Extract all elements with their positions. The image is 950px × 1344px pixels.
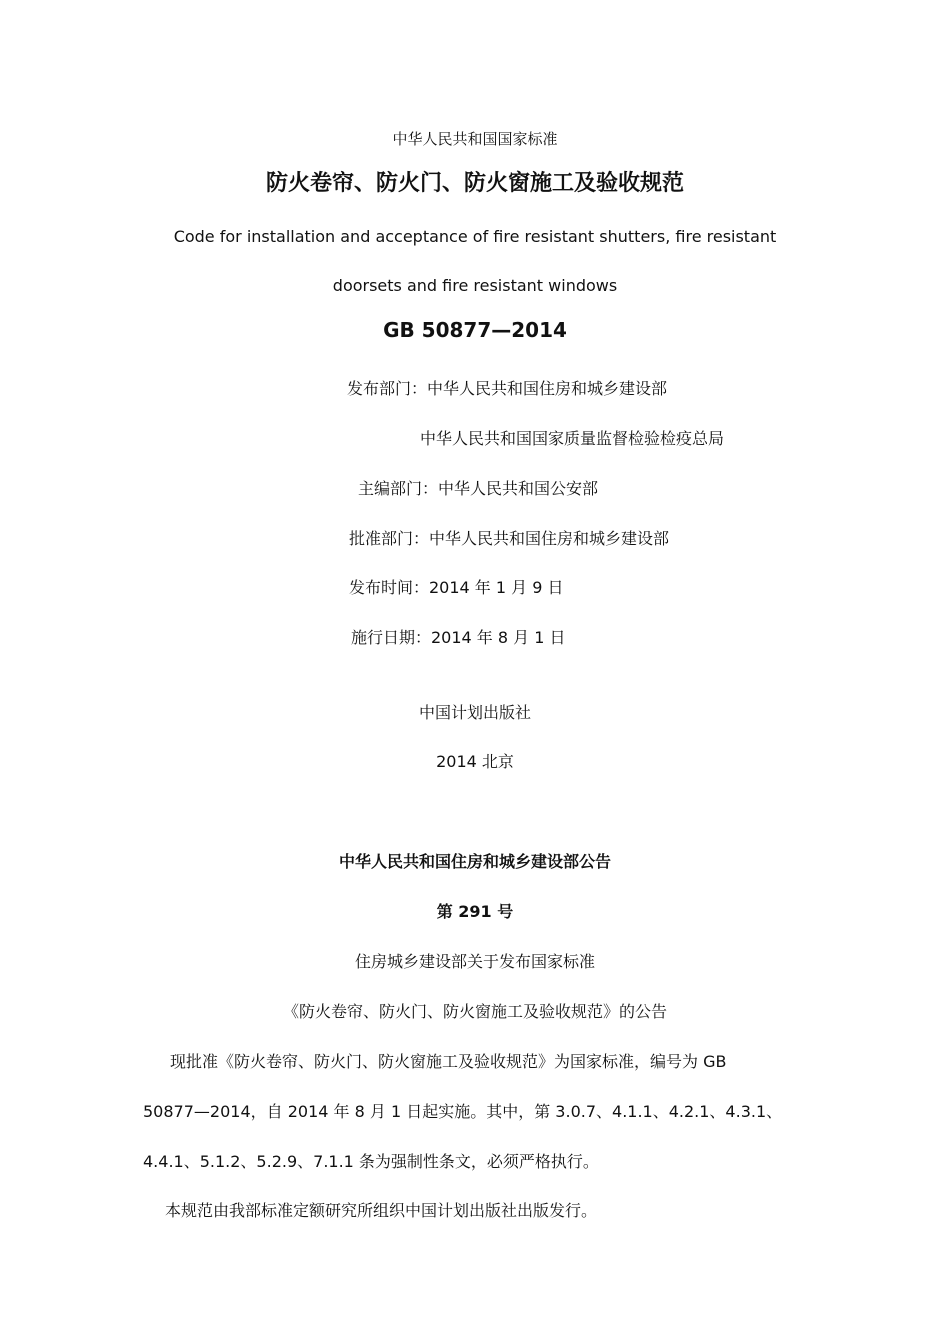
announcement-para2: 本规范由我部标准定额研究所组织中国计划出版社出版发行。: [165, 1201, 598, 1220]
announcement-heading: 中华人民共和国住房和城乡建设部公告: [338, 852, 611, 871]
announcement-subject-2: 《防火卷帘、防火门、防火窗施工及验收规范》的公告: [282, 1002, 667, 1021]
effective-date: 施行日期：2014 年 8 月 1 日: [351, 628, 566, 647]
standard-type-label: 中华人民共和国国家标准: [392, 130, 558, 148]
announcement-para1-line1: 现批准《防火卷帘、防火门、防火窗施工及验收规范》为国家标准，编号为 GB: [170, 1052, 727, 1071]
announcement-subject-1: 住房城乡建设部关于发布国家标准: [354, 952, 595, 971]
announcement-para1-line2: 50877—2014，自 2014 年 8 月 1 日起实施。其中，第 3.0.7、4.1.1、4.2.1、4.3.1、: [143, 1102, 783, 1121]
standard-code: GB 50877—2014: [383, 318, 567, 342]
document-title-en-line1: Code for installation and acceptance of fire resistant shutters, fire resistant: [173, 227, 777, 246]
publisher-year-place: 2014 北京: [436, 752, 514, 771]
publisher-name: 中国计划出版社: [418, 703, 531, 722]
issued-by-ministry-1: 中华人民共和国住房和城乡建设部: [427, 379, 668, 398]
issued-by-row: [347, 376, 667, 399]
document-title-cn: 防火卷帘、防火门、防火窗施工及验收规范: [265, 171, 684, 196]
issued-by-ministry-2: 中华人民共和国国家质量监督检验检疫总局: [420, 429, 725, 448]
issued-by-label: 发布部门：: [347, 379, 428, 398]
announcement-number: 第 291 号: [436, 902, 514, 921]
approving-dept: 批准部门：中华人民共和国住房和城乡建设部: [349, 529, 670, 548]
document-title-en-line2: doorsets and fire resistant windows: [332, 276, 618, 295]
issue-date: 发布时间：2014 年 1 月 9 日: [349, 578, 564, 597]
chief-editor-dept: 主编部门：中华人民共和国公安部: [358, 479, 599, 498]
announcement-para1-line3: 4.4.1、5.1.2、5.2.9、7.1.1 条为强制性条文，必须严格执行。: [143, 1152, 599, 1171]
